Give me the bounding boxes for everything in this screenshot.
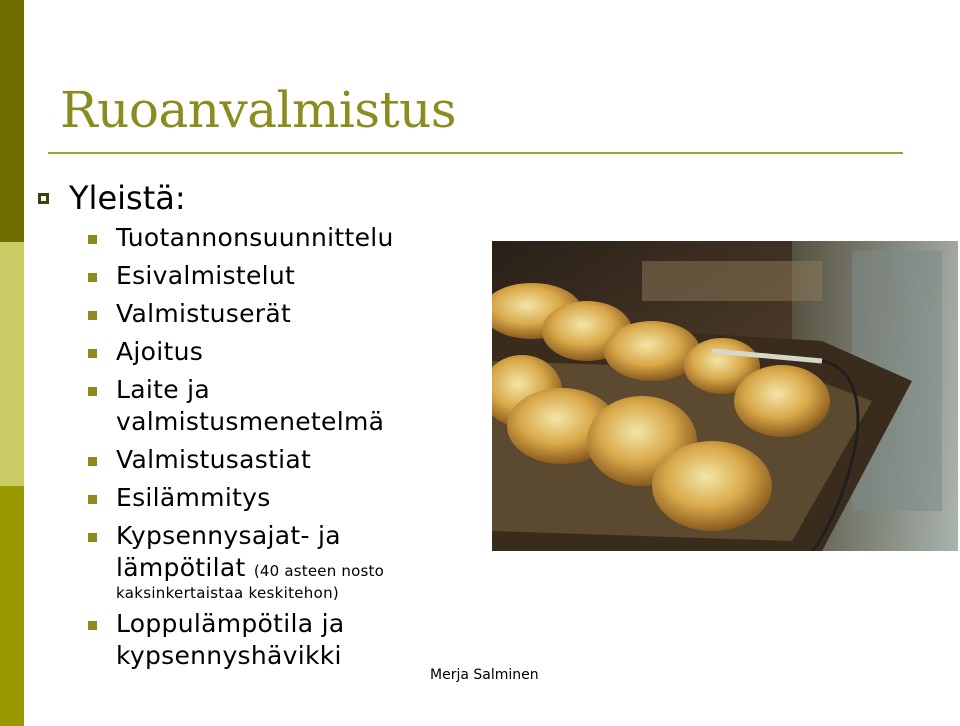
list-item: Kypsennysajat- ja lämpötilat (40 asteen nosto kaksinkertaistaa keskitehon): [88, 520, 418, 602]
hollow-square-bullet-icon: [38, 193, 49, 204]
side-accent-bar-top: [0, 0, 24, 242]
square-bullet-icon: [88, 533, 97, 542]
square-bullet-icon: [88, 495, 97, 504]
list-item: Ajoitus: [88, 336, 418, 368]
square-bullet-icon: [88, 273, 97, 282]
list-item: Valmistusastiat: [88, 444, 418, 476]
sub-bullet-list: [88, 222, 418, 678]
square-bullet-icon: [88, 311, 97, 320]
square-bullet-icon: [88, 349, 97, 358]
list-item: Esivalmistelut: [88, 260, 418, 292]
footer-author: Merja Salminen: [430, 667, 539, 683]
slide-title: Ruoanvalmistus: [60, 81, 457, 139]
list-item: Tuotannonsuunnittelu: [88, 222, 418, 254]
title-underline: [48, 152, 903, 154]
level1-bullet: [38, 176, 186, 220]
list-item: Esilämmitys: [88, 482, 418, 514]
list-item: Valmistuserät: [88, 298, 418, 330]
list-item: Laite ja valmistusmenetelmä: [88, 374, 418, 438]
square-bullet-icon: [88, 621, 97, 630]
square-bullet-icon: [88, 387, 97, 396]
baking-tray-image: [492, 241, 958, 551]
square-bullet-icon: [88, 457, 97, 466]
baked-fish-photo: [492, 241, 958, 551]
list-item: Loppulämpötila ja kypsennyshävikki: [88, 608, 418, 672]
item-note-continued: kaksinkertaistaa keskitehon): [116, 584, 340, 602]
square-bullet-icon: [88, 235, 97, 244]
side-accent-bar-middle: [0, 242, 24, 486]
side-accent-bar-bottom: [0, 486, 24, 726]
item-note: (40 asteen nosto: [253, 562, 384, 580]
level1-label: Yleistä:: [69, 179, 186, 217]
